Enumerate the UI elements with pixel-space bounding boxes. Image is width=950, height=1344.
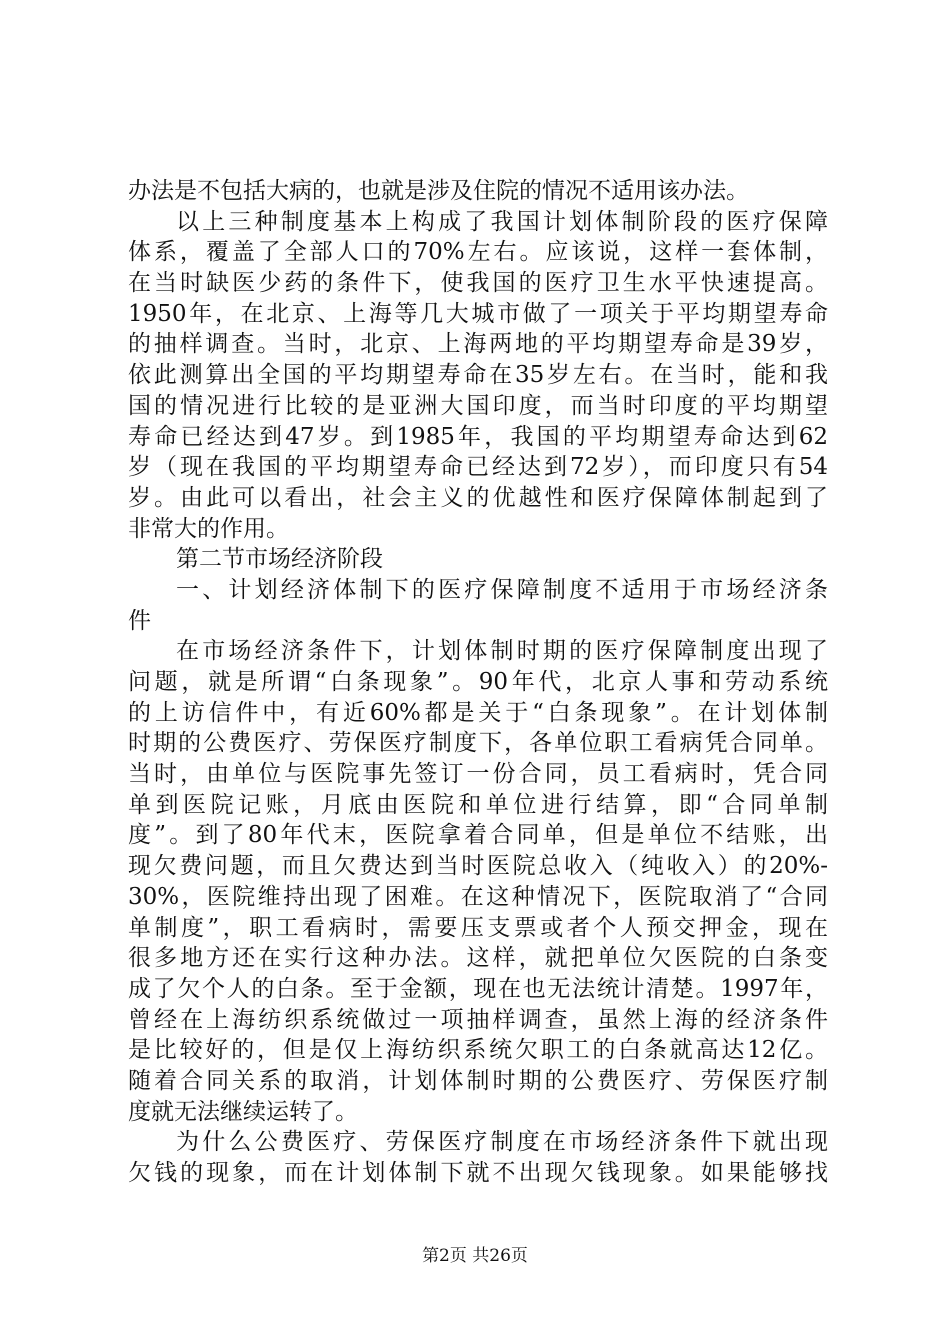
text-line: 问题，就是所谓“白条现象”。90年代，北京人事和劳动系统 — [128, 669, 828, 695]
text-line: 度就无法继续运转了。 — [128, 1098, 358, 1125]
text-line: 以上三种制度基本上构成了我国计划体制阶段的医疗保障 — [176, 208, 828, 235]
section-heading: 第二节市场经济阶段 — [176, 546, 383, 573]
text-line: 岁（现在我国的平均期望寿命已经达到72岁），而印度只有54 — [128, 454, 828, 481]
text-line: 30%，医院维持出现了困难。在这种情况下，医院取消了“合同 — [128, 883, 828, 910]
text-line: 当时，由单位与医院事先签订一份合同，员工看病时，凭合同 — [128, 761, 828, 788]
text-line: 国的情况进行比较的是亚洲大国印度，而当时印度的平均期望 — [128, 392, 828, 419]
text-line: 寿命已经达到47岁。到1985年，我国的平均期望寿命达到62 — [128, 423, 828, 450]
text-line: 非常大的作用。 — [128, 515, 289, 542]
text-line: 现欠费问题，而且欠费达到当时医院总收入（纯收入）的20%- — [128, 853, 828, 880]
text-line: 的抽样调查。当时，北京、上海两地的平均期望寿命是39岁， — [128, 331, 828, 358]
text-line: 在当时缺医少药的条件下，使我国的医疗卫生水平快速提高。 — [128, 270, 828, 297]
text-line: 件 — [128, 607, 151, 634]
text-line: 依此测算出全国的平均期望寿命在35岁左右。在当时，能和我 — [128, 362, 828, 389]
body-text — [128, 176, 828, 1189]
text-line: 成了欠个人的白条。至于金额，现在也无法统计清楚。1997年， — [128, 975, 828, 1002]
text-line: 单制度”，职工看病时，需要压支票或者个人预交押金，现在 — [128, 914, 828, 941]
text-line: 单到医院记账，月底由医院和单位进行结算，即“合同单制 — [128, 791, 828, 818]
text-line: 欠钱的现象，而在计划体制下就不出现欠钱现象。如果能够找 — [128, 1160, 828, 1186]
text-line: 办法是不包括大病的，也就是涉及住院的情况不适用该办法。 — [128, 178, 749, 204]
text-line: 度”。到了80年代末，医院拿着合同单，但是单位不结账，出 — [128, 822, 828, 849]
text-line: 是比较好的，但是仅上海纺织系统欠职工的白条就高达12亿。 — [128, 1037, 828, 1064]
text-line: 很多地方还在实行这种办法。这样，就把单位欠医院的白条变 — [128, 945, 828, 972]
text-line: 在市场经济条件下，计划体制时期的医疗保障制度出现了 — [176, 638, 828, 665]
text-line: 岁。由此可以看出，社会主义的优越性和医疗保障体制起到了 — [128, 484, 828, 511]
text-line: 的上访信件中，有近60%都是关于“白条现象”。在计划体制 — [128, 699, 828, 726]
page-number-footer: 第2页 共26页 — [422, 1246, 528, 1266]
text-line: 为什么公费医疗、劳保医疗制度在市场经济条件下就出现 — [176, 1129, 828, 1156]
subsection-heading: 一、计划经济体制下的医疗保障制度不适用于市场经济条 — [176, 576, 828, 603]
text-line: 随着合同关系的取消，计划体制时期的公费医疗、劳保医疗制 — [128, 1067, 828, 1094]
text-line: 时期的公费医疗、劳保医疗制度下，各单位职工看病凭合同单。 — [128, 730, 828, 757]
text-line: 1950年，在北京、上海等几大城市做了一项关于平均期望寿命 — [128, 300, 828, 327]
text-line: 曾经在上海纺织系统做过一项抽样调查，虽然上海的经济条件 — [128, 1006, 828, 1033]
text-line: 体系，覆盖了全部人口的70%左右。应该说，这样一套体制， — [128, 239, 828, 266]
